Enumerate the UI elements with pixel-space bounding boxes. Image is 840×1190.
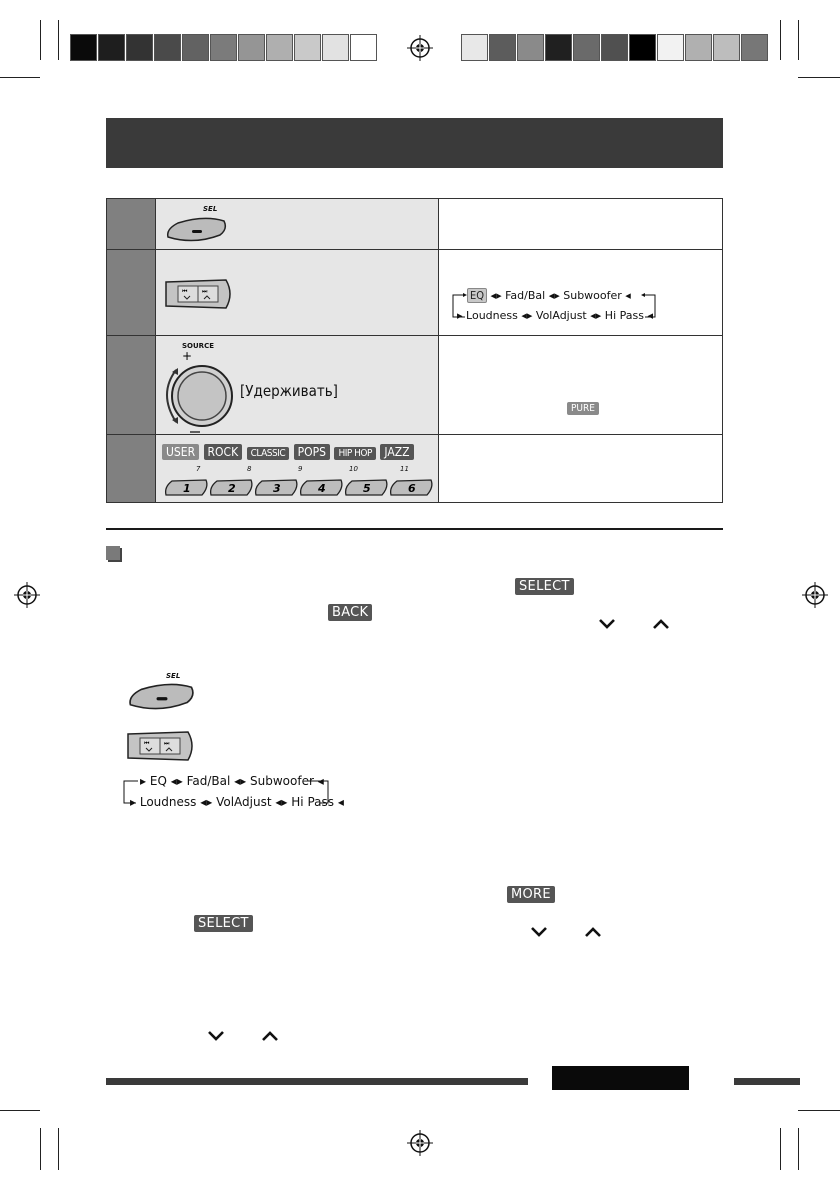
color-swatch — [238, 34, 265, 61]
subwoofer-flow-item: Subwoofer — [563, 289, 622, 302]
color-swatch — [517, 34, 544, 61]
control-cell — [156, 250, 439, 336]
sel-button[interactable] — [126, 680, 198, 712]
table-row — [107, 336, 723, 435]
volume-knob[interactable] — [162, 350, 242, 434]
preset-button-1[interactable] — [162, 477, 210, 497]
sel-button[interactable] — [164, 215, 230, 243]
crop-mark — [798, 1128, 799, 1170]
eq-tag-pops: POPS — [294, 444, 330, 460]
crop-mark — [40, 20, 41, 60]
eq-tag-hiphop: HIP HOP — [334, 447, 375, 460]
mode-flow-diagram: ▸ EQ ◂▸ Fad/Bal ◂▸ Subwoofer ◂ ▸ Loudness ◂▸ VolAdjust ◂▸ Hi Pass ◂ — [118, 772, 338, 812]
crop-mark — [58, 1128, 59, 1170]
color-swatch — [461, 34, 488, 61]
eq-preset-tags — [162, 443, 414, 461]
loudness-flow-item: Loudness — [139, 795, 197, 809]
svg-text:⏮: ⏮ — [144, 740, 150, 747]
control-table — [106, 198, 723, 503]
sel-label: SEL — [203, 205, 218, 213]
description-cell — [439, 199, 723, 250]
description-cell — [439, 250, 723, 336]
color-swatch — [741, 34, 768, 61]
preset-button-5[interactable] — [342, 477, 390, 497]
crop-mark — [798, 20, 799, 60]
svg-text:4: 4 — [318, 482, 326, 495]
skip-rocker-button[interactable] — [124, 726, 198, 766]
registration-mark-icon — [802, 582, 828, 608]
preset-button-3[interactable] — [252, 477, 300, 497]
preset-small-number: 11 — [400, 465, 409, 473]
color-swatch — [210, 34, 237, 61]
preset-button-2[interactable] — [207, 477, 255, 497]
crop-mark — [0, 1110, 40, 1111]
sel-label: SEL — [166, 672, 181, 680]
color-swatch — [182, 34, 209, 61]
registration-mark-icon — [14, 582, 40, 608]
row-number-cell — [107, 435, 156, 503]
svg-text:+: + — [182, 350, 193, 363]
source-label: SOURCE — [182, 342, 214, 350]
eq-tag-jazz: JAZZ — [380, 444, 413, 460]
color-swatch — [350, 34, 377, 61]
row-number-cell — [107, 336, 156, 435]
table-row — [107, 435, 723, 503]
eq-tag-user: USER — [162, 444, 199, 460]
crop-mark — [798, 77, 840, 78]
preset-small-number: 9 — [298, 465, 303, 473]
preset-small-number: 10 — [349, 465, 358, 473]
preset-button-4[interactable] — [297, 477, 345, 497]
chevron-up-icon — [651, 616, 671, 632]
loudness-flow-item: Loudness — [466, 309, 518, 322]
registration-mark-icon — [407, 1130, 433, 1156]
eq-tag-rock: ROCK — [204, 444, 243, 460]
footer-page-block — [552, 1066, 689, 1090]
crop-mark — [58, 20, 59, 60]
color-swatch — [629, 34, 656, 61]
chevron-down-icon — [529, 924, 549, 940]
section-rule — [106, 528, 723, 530]
color-swatch — [70, 34, 97, 61]
chevron-down-icon — [206, 1028, 226, 1044]
hipass-flow-item: Hi Pass — [604, 309, 644, 322]
pure-tag: PURE — [567, 402, 599, 415]
color-swatch — [98, 34, 125, 61]
select-tag: SELECT — [194, 915, 253, 932]
table-row — [107, 199, 723, 250]
eq-flow-item: EQ — [467, 288, 487, 303]
color-swatch — [489, 34, 516, 61]
crop-mark — [780, 1128, 781, 1170]
color-swatch — [294, 34, 321, 61]
color-swatch — [685, 34, 712, 61]
more-tag: MORE — [507, 886, 555, 903]
eq-flow-item: EQ — [149, 774, 167, 788]
hold-text: [Удерживать] — [240, 382, 338, 400]
color-swatch — [601, 34, 628, 61]
table-row — [107, 250, 723, 336]
preset-small-number: 7 — [196, 465, 201, 473]
crop-mark — [780, 20, 781, 60]
chevron-up-icon — [583, 924, 603, 940]
preset-small-number: 8 — [247, 465, 252, 473]
chevron-up-icon — [260, 1028, 280, 1044]
svg-text:⏭: ⏭ — [202, 288, 208, 295]
svg-text:⏭: ⏭ — [164, 740, 170, 747]
preset-button-6[interactable] — [387, 477, 435, 497]
color-calibration-bar-left — [70, 34, 378, 61]
color-swatch — [657, 34, 684, 61]
svg-text:6: 6 — [408, 482, 416, 495]
color-swatch — [266, 34, 293, 61]
footer-bar — [734, 1078, 800, 1085]
section-title-bar — [106, 118, 723, 168]
description-cell — [439, 435, 723, 503]
row-number-cell — [107, 199, 156, 250]
skip-rocker-button[interactable] — [162, 276, 236, 312]
color-swatch — [545, 34, 572, 61]
color-swatch — [126, 34, 153, 61]
color-swatch — [573, 34, 600, 61]
color-swatch — [154, 34, 181, 61]
svg-text:1: 1 — [183, 482, 191, 495]
row-number-cell — [107, 250, 156, 336]
chevron-down-icon — [597, 616, 617, 632]
description-cell — [439, 336, 723, 435]
control-cell — [156, 435, 439, 503]
svg-text:2: 2 — [228, 482, 236, 495]
eq-tag-classic: CLASSIC — [247, 447, 290, 460]
crop-mark — [40, 1128, 41, 1170]
svg-text:3: 3 — [273, 482, 281, 495]
voladjust-flow-item: VolAdjust — [216, 795, 272, 809]
control-cell — [156, 336, 439, 435]
svg-text:⏮: ⏮ — [182, 288, 188, 295]
svg-text:5: 5 — [363, 482, 371, 495]
voladjust-flow-item: VolAdjust — [535, 309, 587, 322]
control-cell — [156, 199, 439, 250]
hipass-flow-item: Hi Pass — [291, 795, 334, 809]
color-calibration-bar-right — [461, 34, 769, 61]
section-square-icon — [106, 546, 120, 560]
crop-mark — [798, 1110, 840, 1111]
color-swatch — [322, 34, 349, 61]
color-swatch — [713, 34, 740, 61]
select-tag: SELECT — [515, 578, 574, 595]
mode-flow-diagram: EQ ◂▸ Fad/Bal ◂▸ Subwoofer ◂ ▸ Loudness ◂▸ VolAdjust ◂▸ Hi Pass ◂ — [449, 286, 669, 326]
crop-mark — [0, 77, 40, 78]
subwoofer-flow-item: Subwoofer — [250, 774, 314, 788]
back-tag: BACK — [328, 604, 372, 621]
fadbal-flow-item: Fad/Bal — [186, 774, 231, 788]
footer-bar — [106, 1078, 528, 1085]
registration-mark-icon — [407, 35, 433, 61]
fadbal-flow-item: Fad/Bal — [505, 289, 546, 302]
